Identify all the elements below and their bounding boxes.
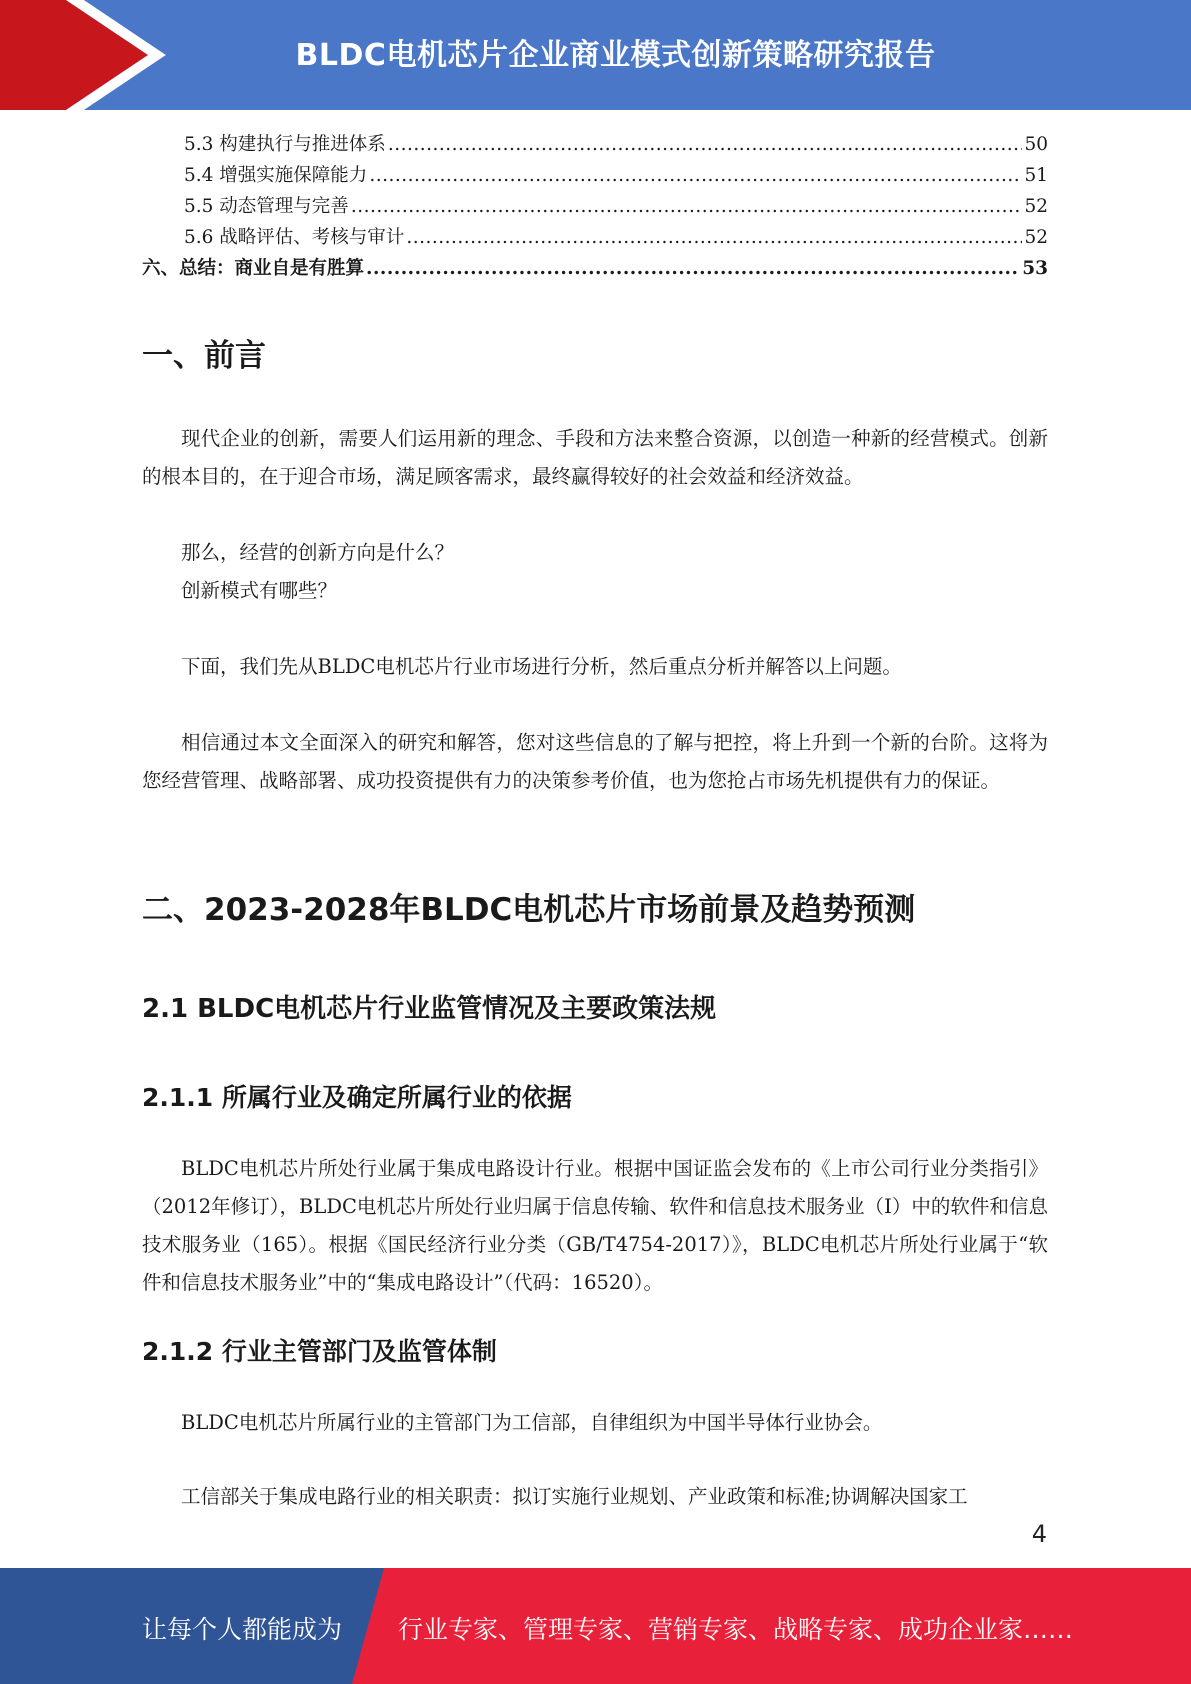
toc-entry-title: 5.4 增强实施保障能力 [184, 165, 368, 186]
preface-paragraph: 下面，我们先从BLDC电机芯片行业市场进行分析，然后重点分析并解答以上问题。 [181, 655, 902, 678]
body-paragraph: 工信部关于集成电路行业的相关职责：拟订实施行业规划、产业政策和标准;协调解决国家工 [181, 1485, 968, 1508]
toc-entry-title: 六、总结：商业自是有胜算 [142, 258, 365, 279]
toc-entry-page: 50 [1024, 134, 1048, 155]
toc-entry[interactable] [142, 223, 1048, 254]
report-title: BLDC电机芯片企业商业模式创新策略研究报告 [295, 38, 936, 73]
toc-entry[interactable] [142, 192, 1048, 223]
page-footer [0, 1568, 1191, 1684]
body-paragraph: BLDC电机芯片所属行业的主管部门为工信部，自律组织为中国半导体行业协会。 [181, 1411, 883, 1434]
toc-leader-dots [366, 258, 1020, 279]
toc-leader-dots [406, 227, 1022, 248]
outlook-heading: 二、2023-2028年BLDC电机芯片市场前景及趋势预测 [142, 892, 916, 928]
page-number: 4 [1031, 1520, 1047, 1548]
body-paragraph: BLDC电机芯片所处行业属于集成电路设计行业。根据中国证监会发布的《上市公司行业分类指引》（2012年修订），BLDC电机芯片所处行业归属于信息传输、软件和信息技术服务业（I）中的软件和信息技术服务业（165）。根据《国民经济行业分类（GB/T4754-2017）》，BLDC电机芯片所处行业属于“软件和信息技术服务业”中的“集成电路设计”（代码：16520）。 [142, 1157, 1048, 1294]
subsection-heading: 2.1.1 所属行业及确定所属行业的依据 [142, 1083, 572, 1112]
preface-paragraph: 现代企业的创新，需要人们运用新的理念、手段和方法来整合资源，以创造一种新的经营模式。创新的根本目的，在于迎合市场，满足顾客需求，最终赢得较好的社会效益和经济效益。 [142, 427, 1048, 488]
toc-entry-page: 52 [1024, 196, 1048, 217]
page-header [0, 0, 1191, 110]
subsection-heading: 2.1.2 行业主管部门及监管体制 [142, 1337, 497, 1366]
preface-paragraph: 相信通过本文全面深入的研究和解答，您对这些信息的了解与把控，将上升到一个新的台阶。这将为您经营管理、战略部署、成功投资提供有力的决策参考价值，也为您抢占市场先机提供有力的保证。 [142, 731, 1048, 792]
toc-leader-dots [388, 134, 1023, 155]
toc-entry-page: 52 [1024, 227, 1048, 248]
toc-entry-page: 53 [1022, 258, 1048, 279]
footer-slogan-left: 让每个人都能成为 [142, 1615, 343, 1644]
section-heading: 2.1 BLDC电机芯片行业监管情况及主要政策法规 [142, 994, 717, 1024]
toc-leader-dots [351, 196, 1023, 217]
preface-question: 那么，经营的创新方向是什么？ [181, 541, 455, 564]
table-of-contents [142, 130, 1048, 285]
toc-entry[interactable] [142, 254, 1048, 285]
toc-entry-title: 5.5 动态管理与完善 [184, 196, 349, 217]
toc-entry-title: 5.3 构建执行与推进体系 [184, 134, 386, 155]
toc-entry[interactable] [142, 161, 1048, 192]
footer-slogan-right: 行业专家、管理专家、营销专家、战略专家、成功企业家…… [398, 1615, 1074, 1644]
toc-entry-page: 51 [1024, 165, 1048, 186]
toc-entry[interactable] [142, 130, 1048, 161]
preface-heading: 一、前言 [142, 338, 266, 374]
toc-entry-title: 5.6 战略评估、考核与审计 [184, 227, 405, 248]
preface-question: 创新模式有哪些？ [181, 579, 338, 602]
toc-leader-dots [369, 165, 1022, 186]
